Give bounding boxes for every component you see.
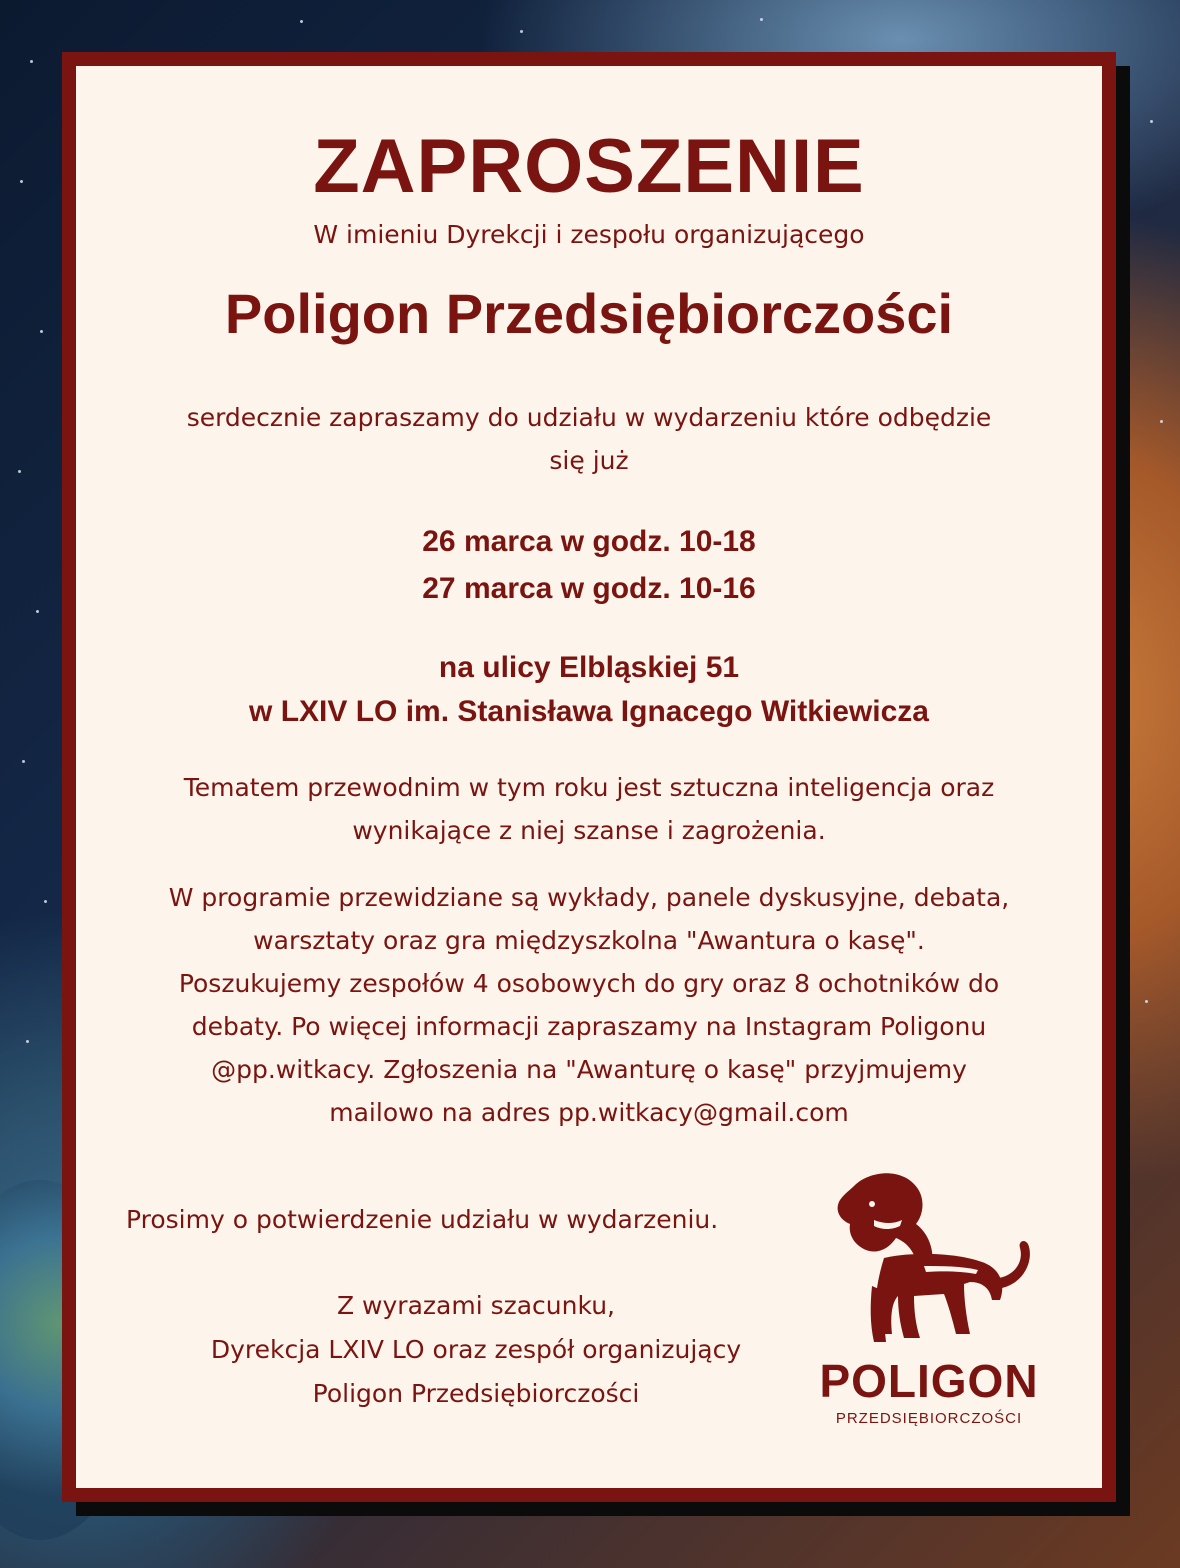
program-line: warsztaty oraz gra międzyszkolna "Awantura o kasę". [253,926,925,955]
date-line: 26 marca w godz. 10-18 [422,525,756,558]
date-line: 27 marca w godz. 10-16 [422,572,756,605]
closing-signature [136,1284,816,1416]
logo-wordmark: POLIGON [819,1355,1039,1407]
closing-line: Poligon Przedsiębiorczości [312,1379,640,1408]
lion-icon [814,1166,1044,1356]
program-text [76,876,1102,1134]
theme-line: Tematem przewodnim w tym roku jest sztuczna inteligencja oraz [183,773,995,802]
logo-subtitle: PRZEDSIĘBIORCZOŚCI [835,1410,1023,1427]
confirm-request: Prosimy o potwierdzenie udziału w wydarzeniu. [126,1205,719,1234]
closing-line: Z wyrazami szacunku, [336,1291,615,1320]
program-line: W programie przewidziane są wykłady, panele dyskusyjne, debata, [168,883,1010,912]
program-line: mailowo na adres pp.witkacy@gmail.com [329,1098,849,1127]
program-line: @pp.witkacy. Zgłoszenia na "Awanturę o kasę" przyjmujemy [211,1055,967,1084]
theme-line: wynikające z niej szanse i zagrożenia. [352,816,826,845]
school-line: w LXIV LO im. Stanisława Ignacego Witkiewicza [249,695,929,728]
invitation-subtitle: W imieniu Dyrekcji i zespołu organizującego [313,220,865,249]
invitation-title: ZAPROSZENIE [313,124,865,209]
intro-text [76,396,1102,482]
closing-line: Dyrekcja LXIV LO oraz zespół organizujący [210,1335,742,1364]
intro-line: serdecznie zapraszamy do udziału w wydarzeniu które odbędzie [186,403,992,432]
invitation-card [62,52,1116,1502]
theme-text [76,766,1102,852]
program-line: debaty. Po więcej informacji zapraszamy na Instagram Poligonu [191,1012,987,1041]
event-dates [76,518,1102,612]
address-line: na ulicy Elbląskiej 51 [438,651,740,684]
poligon-logo [814,1166,1044,1456]
program-line: Poszukujemy zespołów 4 osobowych do gry oraz 8 ochotników do [178,969,1000,998]
intro-line: się już [549,446,629,475]
event-location [76,646,1102,734]
event-name: Poligon Przedsiębiorczości [224,282,954,345]
